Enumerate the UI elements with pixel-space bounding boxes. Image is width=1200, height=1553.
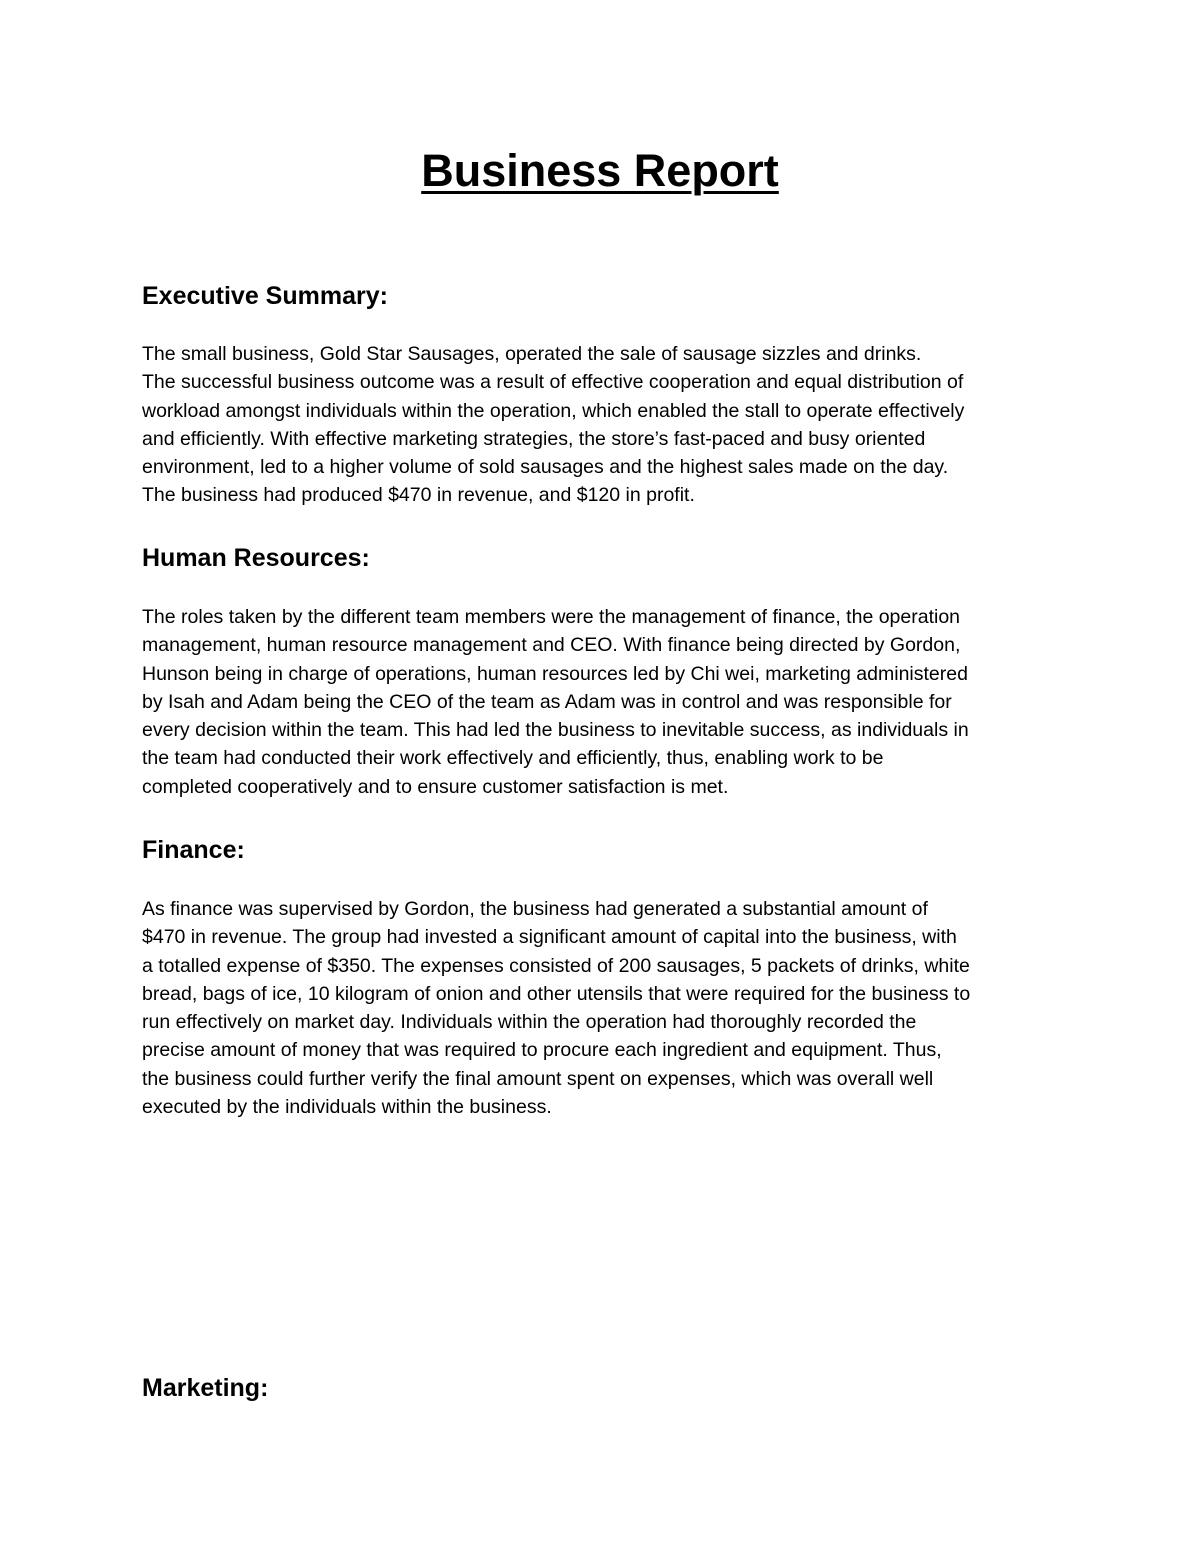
text-line: the business could further verify the final amount spent on expenses, which was overall well <box>142 1067 934 1090</box>
paragraph-finance <box>142 895 1072 1121</box>
text-line: a totalled expense of $350. The expenses consisted of 200 sausages, 5 packets of drinks, white <box>142 954 970 977</box>
paragraph-executive-summary <box>142 340 1072 510</box>
heading-human-resources: Human Resources: <box>142 544 370 572</box>
heading-executive-summary: Executive Summary: <box>142 282 388 310</box>
text-line: The roles taken by the different team members were the management of finance, the operation <box>142 606 961 628</box>
document-title: Business Report <box>421 145 779 196</box>
text-line: bread, bags of ice, 10 kilogram of onion and other utensils that were required for the business to <box>142 982 971 1005</box>
text-line: The successful business outcome was a result of effective cooperation and equal distribution of <box>142 371 964 394</box>
text-line: run effectively on market day. Individuals within the operation had thoroughly recorded the <box>142 1011 917 1034</box>
text-line: precise amount of money that was required to procure each ingredient and equipment. Thus, <box>142 1039 942 1062</box>
text-line: completed cooperatively and to ensure customer satisfaction is met. <box>142 775 729 798</box>
text-line: by Isah and Adam being the CEO of the team as Adam was in control and was responsible for <box>142 690 952 713</box>
text-line: management, human resource management and CEO. With finance being directed by Gordon, <box>142 634 961 657</box>
text-line: executed by the individuals within the business. <box>142 1096 552 1119</box>
text-line: As finance was supervised by Gordon, the business had generated a substantial amount of <box>142 898 928 920</box>
text-line: the team had conducted their work effectively and efficiently, thus, enabling work to be <box>142 747 884 770</box>
text-line: every decision within the team. This had led the business to inevitable success, as individuals in <box>142 719 969 742</box>
heading-finance: Finance: <box>142 836 245 864</box>
text-line: and efficiently. With effective marketing strategies, the store’s fast-paced and busy oriented <box>142 427 926 450</box>
text-line: environment, led to a higher volume of sold sausages and the highest sales made on the day. <box>142 456 949 479</box>
paragraph-human-resources <box>142 603 1072 801</box>
text-line: The small business, Gold Star Sausages, operated the sale of sausage sizzles and drinks. <box>142 343 922 365</box>
text-line: Hunson being in charge of operations, human resources led by Chi wei, marketing administered <box>142 662 968 685</box>
heading-marketing: Marketing: <box>142 1374 269 1402</box>
text-line: $470 in revenue. The group had invested a significant amount of capital into the business, with <box>142 926 957 949</box>
text-line: The business had produced $470 in revenue, and $120 in profit. <box>142 484 695 507</box>
text-line: workload amongst individuals within the operation, which enabled the stall to operate effectively <box>142 399 965 422</box>
